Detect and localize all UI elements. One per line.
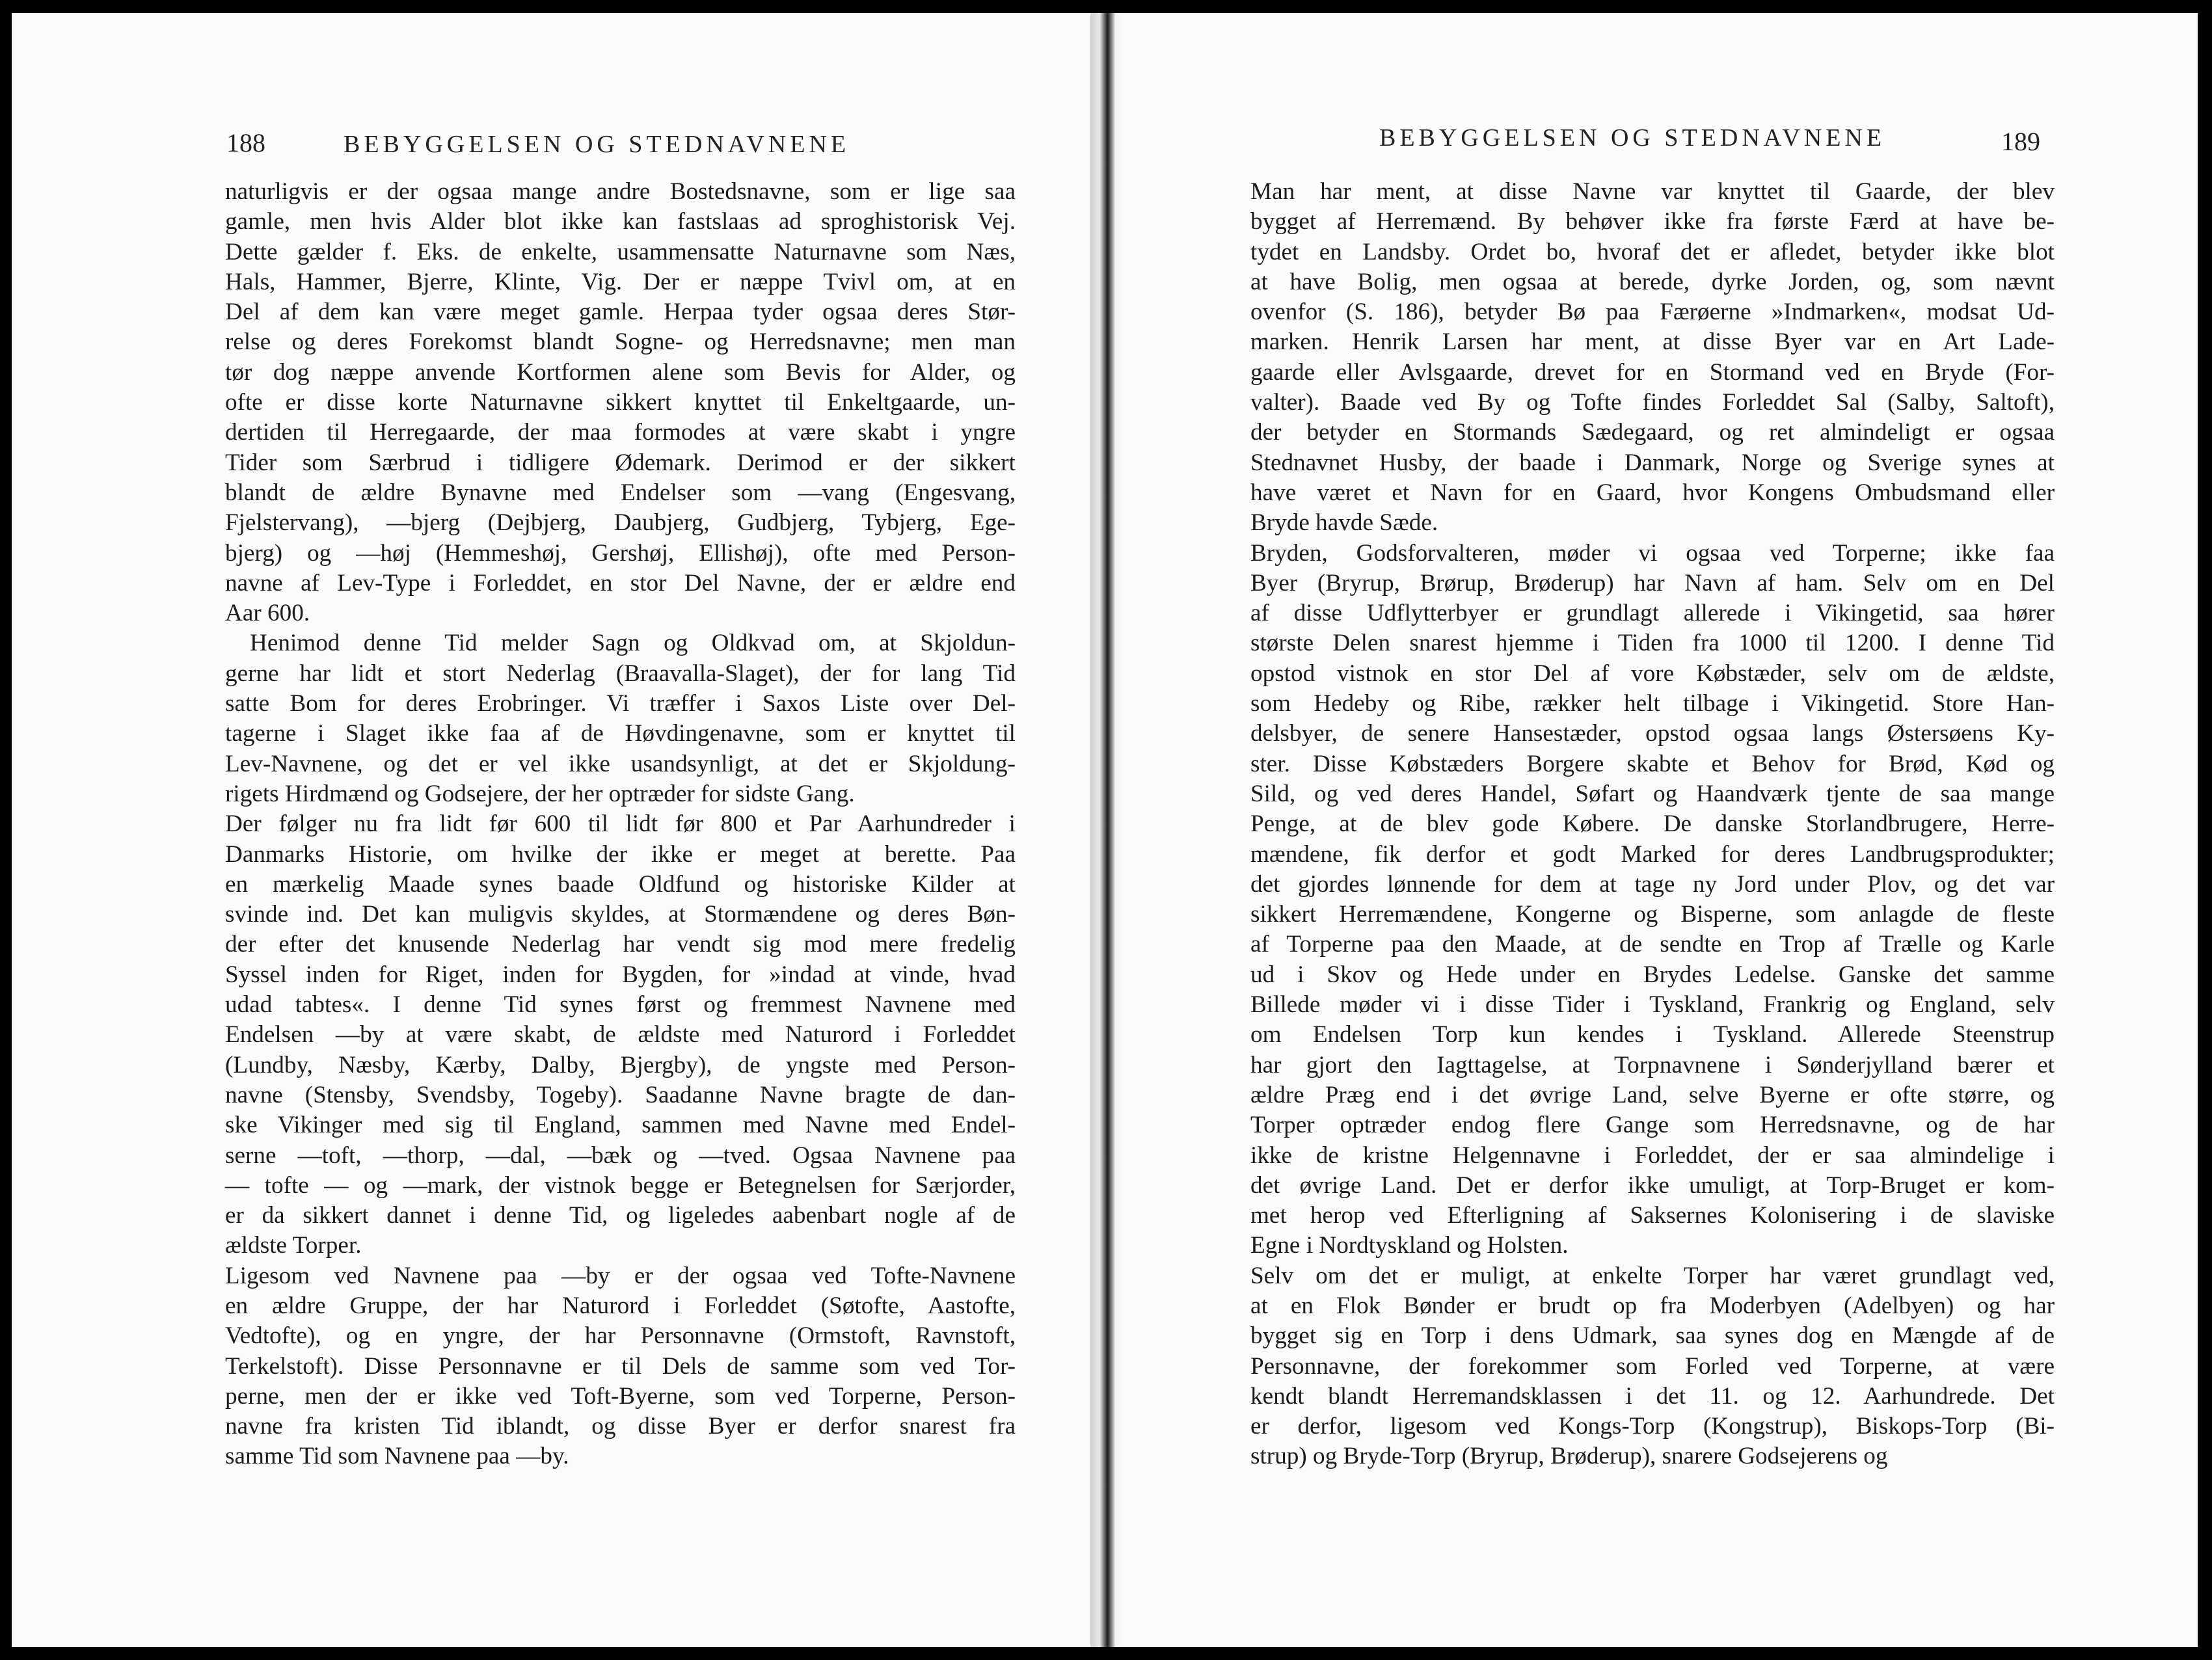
text-line: udad tabtes«. I denne Tid synes først og fremmest Navnene med (225, 991, 1016, 1019)
text-line: rigets Hirdmænd og Godsejere, der her optræder for sidste Gang. (225, 780, 855, 807)
text-line: navne fra kristen Tid iblandt, og disse Byer er derfor snarest fra (225, 1413, 1016, 1440)
text-line: marken. Henrik Larsen har ment, at disse Byer var en Art Lade- (1250, 328, 2055, 356)
text-line: er da sikkert dannet i denne Tid, og ligeledes aabenbart nogle af de (225, 1202, 1016, 1229)
text-line: opstod vistnok en stor Del af vore Købstæder, selv om de ældste, (1250, 660, 2055, 687)
text-line: af Torperne paa den Maade, at de sendte en Trop af Trælle og Karle (1250, 931, 2055, 958)
text-line: — tofte — og —mark, der vistnok begge er Betegnelsen for Særjorder, (225, 1171, 1016, 1199)
text-line: navne af Lev-Type i Forleddet, en stor Del Navne, der er ældre end (225, 569, 1016, 596)
text-line: Tider som Særbrud i tidligere Ødemark. Derimod er der sikkert (225, 449, 1016, 476)
text-line: Hals, Hammer, Bjerre, Klinte, Vig. Der er næppe Tvivl om, at en (225, 268, 1016, 295)
text-line: Lev-Navnene, og det er vel ikke usandsynligt, at det er Skjoldung- (225, 750, 1016, 777)
page-number: 189 (2001, 127, 2040, 156)
text-line: (Lundby, Næsby, Kærby, Dalby, Bjergby), de yngste med Person- (225, 1051, 1016, 1078)
text-line: Danmarks Historie, om hvilke der ikke er meget at berette. Paa (225, 840, 1016, 868)
text-line: som Hedeby og Ribe, rækker helt tilbage i Vikingetid. Store Han- (1250, 690, 2055, 717)
text-line: bygget af Herremænd. By behøver ikke fra første Færd at have be- (1250, 208, 2055, 235)
text-line: der betyder en Stormands Sædegaard, og ret almindeligt er ogsaa (1250, 419, 2055, 446)
text-line: gerne har lidt et stort Nederlag (Braavalla-Slaget), der for lang Tid (225, 660, 1016, 687)
text-line: tagerne i Slaget ikke faa af de Høvdingenavne, som er knyttet til (225, 720, 1016, 747)
text-line: der efter det knusende Nederlag har vendt sig mod mere fredelig (225, 931, 1016, 958)
text-line: Sild, og ved deres Handel, Søfart og Haandværk tjente de saa mange (1250, 780, 2055, 807)
text-line: gaarde eller Avlsgaarde, drevet for en Stormand ved en Bryde (For- (1250, 358, 2055, 386)
text-line: Henimod denne Tid melder Sagn og Oldkvad om, at Skjoldun- (250, 630, 1016, 657)
text-line: en ældre Gruppe, der har Naturord i Forleddet (Søtofte, Aastofte, (225, 1292, 1016, 1319)
text-line: ældste Torper. (225, 1232, 362, 1259)
text-line: gamle, men hvis Alder blot ikke kan fastslaas ad sproghistorisk Vej. (225, 208, 1016, 235)
text-line: Fjelstervang), —bjerg (Dejbjerg, Daubjerg, Gudbjerg, Tybjerg, Ege- (225, 509, 1016, 537)
text-line: Vedtofte), og en yngre, der har Personnavne (Ormstoft, Ravnstoft, (225, 1322, 1016, 1350)
text-line: naturligvis er der ogsaa mange andre Bostedsnavne, som er lige saa (225, 178, 1016, 205)
left-page (12, 13, 1090, 1647)
text-line: Penge, at de blev gode Købere. De danske Storlandbrugere, Herre- (1250, 810, 2055, 838)
text-line: om Endelsen Torp kun kendes i Tyskland. Allerede Steenstrup (1250, 1021, 2055, 1049)
body-text (1250, 177, 2055, 1472)
text-line: Bryde havde Sæde. (1250, 509, 1438, 537)
text-line: er derfor, ligesom ved Kongs-Torp (Kongstrup), Biskops-Torp (Bi- (1250, 1413, 2055, 1440)
text-line: Billede møder vi i disse Tider i Tyskland, Frankrig og England, selv (1250, 991, 2055, 1019)
text-line: Man har ment, at disse Navne var knyttet til Gaarde, der blev (1250, 178, 2055, 205)
text-line: valter). Baade ved By og Tofte findes Forleddet Sal (Salby, Saltoft), (1250, 389, 2055, 416)
text-line: bygget sig en Torp i dens Udmark, saa synes dog en Mængde af de (1250, 1322, 2055, 1350)
text-line: dertiden til Herregaarde, der maa formodes at være skabt i yngre (225, 419, 1016, 446)
text-line: Egne i Nordtyskland og Holsten. (1250, 1232, 1569, 1259)
running-head: BEBYGGELSEN OG STEDNAVNENE (1379, 124, 1886, 152)
text-line: Der følger nu fra lidt før 600 til lidt før 800 et Par Aarhundreder i (225, 810, 1016, 838)
text-line: Del af dem kan være meget gamle. Herpaa tyder ogsaa deres Stør- (225, 299, 1016, 326)
text-line: delsbyer, de senere Hansestæder, opstod ogsaa langs Østersøens Ky- (1250, 720, 2055, 747)
text-line: Selv om det er muligt, at enkelte Torper har været grundlagt ved, (1250, 1262, 2055, 1289)
text-line: ældre Præg end i det øvrige Land, selve Byerne er ofte større, og (1250, 1081, 2055, 1108)
text-line: Endelsen —by at være skabt, de ældste med Naturord i Forleddet (225, 1021, 1016, 1049)
text-line: tydet en Landsby. Ordet bo, hvoraf det er afledet, betyder ikke blot (1250, 238, 2055, 265)
text-line: samme Tid som Navnene paa —by. (225, 1443, 569, 1470)
text-line: have været et Navn for en Gaard, hvor Kongens Ombudsmand eller (1250, 479, 2055, 506)
text-line: Byer (Bryrup, Brørup, Brøderup) har Navn af ham. Selv om en Del (1250, 569, 2055, 596)
text-line: strup) og Bryde-Torp (Bryrup, Brøderup), snarere Godsejerens og (1250, 1443, 1888, 1470)
text-line: kendt blandt Herremandsklassen i det 11. og 12. Aarhundrede. Det (1250, 1382, 2055, 1410)
text-line: at have Bolig, men ogsaa at berede, dyrke Jorden, og, som nævnt (1250, 268, 2055, 295)
text-line: ofte er disse korte Naturnavne sikkert knyttet til Enkeltgaarde, un- (225, 389, 1016, 416)
text-line: tør dog næppe anvende Kortformen alene som Bevis for Alder, og (225, 358, 1016, 386)
text-line: ud i Skov og Hede under en Brydes Ledelse. Ganske det samme (1250, 961, 2055, 988)
text-line: perne, men der er ikke ved Toft-Byerne, som ved Torperne, Person- (225, 1382, 1016, 1410)
text-line: af disse Udflytterbyer er grundlagt allerede i Vikingetid, saa hører (1250, 600, 2055, 627)
text-line: har gjort den Iagttagelse, at Torpnavnene i Sønderjylland bærer et (1250, 1051, 2055, 1078)
text-line: det øvrige Land. Det er derfor ikke umuligt, at Torp-Bruget er kom- (1250, 1171, 2055, 1199)
text-line: Syssel inden for Riget, inden for Bygden, for »indad at vinde, hvad (225, 961, 1016, 988)
text-line: Bryden, Godsforvalteren, møder vi ogsaa ved Torperne; ikke faa (1250, 539, 2055, 567)
text-line: satte Bom for deres Erobringer. Vi træffer i Saxos Liste over Del- (225, 690, 1016, 717)
text-line: sikkert Herremændene, Kongerne og Bisperne, som anlagde de fleste (1250, 901, 2055, 928)
text-line: Dette gælder f. Eks. de enkelte, usammensatte Naturnavne som Næs, (225, 238, 1016, 265)
text-line: ster. Disse Købstæders Borgere skabte et Behov for Brød, Kød og (1250, 750, 2055, 777)
text-line: serne —toft, —thorp, —dal, —bæk og —tved. Ogsaa Navnene paa (225, 1142, 1016, 1169)
text-line: en mærkelig Maade synes baade Oldfund og historiske Kilder at (225, 870, 1016, 898)
text-line: ovenfor (S. 186), betyder Bø paa Færøerne »Indmarken«, modsat Ud- (1250, 299, 2055, 326)
text-line: relse og deres Forekomst blandt Sogne- og Herredsnavne; men man (225, 328, 1016, 356)
text-line: ikke de kristne Helgennavne i Forleddet, der er saa almindelige i (1250, 1142, 2055, 1169)
text-line: Terkelstoft). Disse Personnavne er til Dels de samme som ved Tor- (225, 1352, 1016, 1380)
text-line: Aar 600. (225, 600, 310, 627)
text-line: met herop ved Efterligning af Saksernes Kolonisering i de slaviske (1250, 1202, 2055, 1229)
right-page (1122, 13, 2198, 1647)
text-line: det gjordes lønnende for dem at tage ny Jord under Plov, og det var (1250, 870, 2055, 898)
text-line: svinde ind. Det kan muligvis skyldes, at Stormændene og deres Bøn- (225, 901, 1016, 928)
text-line: Ligesom ved Navnene paa —by er der ogsaa ved Tofte-Navnene (225, 1262, 1016, 1289)
text-line: største Delen snarest hjemme i Tiden fra 1000 til 1200. I denne Tid (1250, 630, 2055, 657)
book-gutter (1090, 13, 1122, 1647)
body-text (225, 177, 1016, 1472)
text-line: navne (Stensby, Svendsby, Togeby). Saadanne Navne bragte de dan- (225, 1081, 1016, 1108)
text-line: blandt de ældre Bynavne med Endelser som —vang (Engesvang, (225, 479, 1016, 506)
text-line: mændene, fik derfor et godt Marked for deres Landbrugsprodukter; (1250, 840, 2055, 868)
text-line: bjerg) og —høj (Hemmeshøj, Gershøj, Ellishøj), ofte med Person- (225, 539, 1016, 567)
text-line: Stednavnet Husby, der baade i Danmark, Norge og Sverige synes at (1250, 449, 2055, 476)
running-head: BEBYGGELSEN OG STEDNAVNENE (344, 131, 850, 158)
text-line: Torper optræder endog flere Gange som Herredsnavne, og de har (1250, 1112, 2055, 1139)
text-line: at en Flok Bønder er brudt op fra Moderbyen (Adelbyen) og har (1250, 1292, 2055, 1319)
page-number: 188 (226, 128, 265, 157)
text-line: Personnavne, der forekommer som Forled ved Torperne, at være (1250, 1352, 2055, 1380)
text-line: ske Vikinger med sig til England, sammen med Navne med Endel- (225, 1112, 1016, 1139)
